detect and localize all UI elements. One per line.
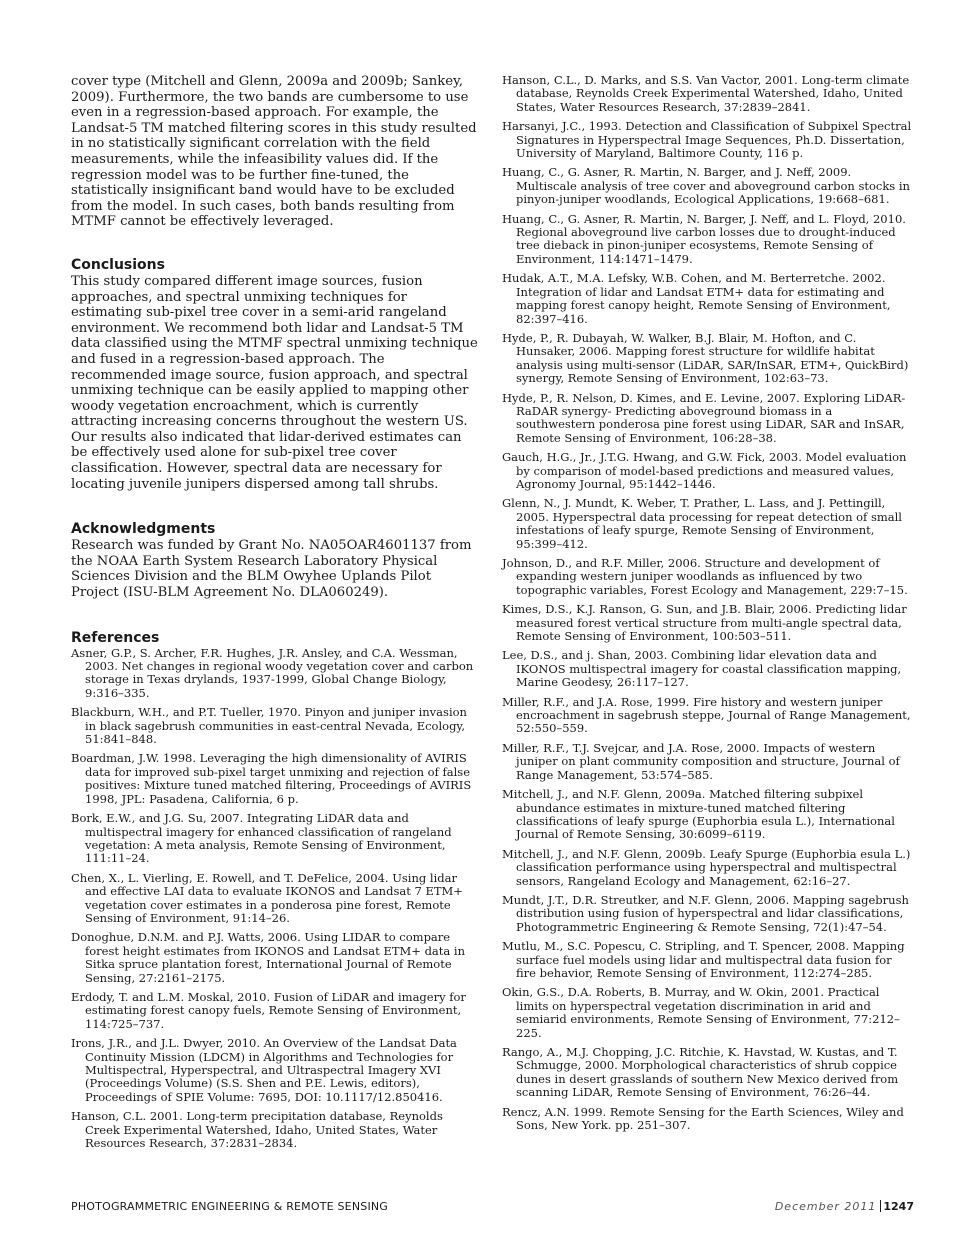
reference-item: Mitchell, J., and N.F. Glenn, 2009a. Matched filtering subpixel abundance estimates in mixture-tuned matched filtering classifications of leafy spurge (Euphorbia esula L.), International Journal of Remote Sensing, 30:6099–6119. [502,787,895,842]
reference-item: Johnson, D., and R.F. Miller, 2006. Structure and development of expanding western juniper woodlands as influenced by two topographic variables, Forest Ecology and Management, 229:7–15. [502,556,908,597]
reference-item: Miller, R.F., T.J. Svejcar, and J.A. Rose, 2000. Impacts of western juniper on plant community composition and structure, Journal of Range Management, 53:574–585. [502,740,900,782]
reference-list-right [502,74,914,1132]
reference-item: Glenn, N., J. Mundt, K. Weber, T. Prather, L. Lass, and J. Pettingill, 2005. Hyperspectral data processing for repeat detection of small infestations of leafy spurge, Remote Sensing of Environment, 95:399–412. [502,496,902,551]
reference-list-left [71,647,481,1151]
intro-paragraph: cover type (Mitchell and Glenn, 2009a and 2009b; Sankey, 2009). Furthermore, the two bands are cumbersome to use even in a regression-based approach. For example, the Landsat-5 TM matched filtering scores in this study resulted in no statistically significant correlation with the field measurements, while the infeasibility values did. If the regression model was to be further fine-tuned, the statistically insignificant band would have to be excluded from the model. In such cases, both bands resulting from MTMF cannot be effectively leveraged. [71,74,477,230]
reference-item: Erdody, T. and L.M. Moskal, 2010. Fusion of LiDAR and imagery for estimating forest canopy fuels, Remote Sensing of Environment, 114:725–737. [71,989,466,1031]
reference-item: Huang, C., G. Asner, R. Martin, N. Barger, and J. Neff, 2009. Multiscale analysis of tree cover and aboveground carbon stocks in pinyon-juniper woodlands, Ecological Applications, 19:668–681. [502,165,910,207]
reference-item: Kimes, D.S., K.J. Ranson, G. Sun, and J.B. Blair, 2006. Predicting lidar measured forest vertical structure from multi-angle spectral data, Remote Sensing of Environment, 100:503–511. [502,602,907,644]
reference-item: Bork, E.W., and J.G. Su, 2007. Integrating LiDAR data and multispectral imagery for enhanced classification of rangeland vegetation: A meta analysis, Remote Sensing of Environment, 111:11–24. [71,811,452,866]
reference-item: Mitchell, J., and N.F. Glenn, 2009b. Leafy Spurge (Euphorbia esula L.) classification performance using hyperspectral and multispectral sensors, Rangeland Ecology and Management, 62:16–27. [502,846,911,888]
left-column [71,74,481,1156]
reference-item: Chen, X., L. Vierling, E. Rowell, and T. DeFelice, 2004. Using lidar and effective LAI data to evaluate IKONOS and Landsat 7 ETM+ vegetation cover estimates in a ponderosa pine forest, Remote Sensing of Environment, 91:14–26. [71,870,463,925]
reference-item: Boardman, J.W. 1998. Leveraging the high dimensionality of AVIRIS data for improved sub-pixel target unmixing and rejection of false positives: Mixture tuned matched filtering, Proceedings of AVIRIS 1998, JPL: Pasadena, California, 6 p. [71,751,472,806]
reference-item: Hanson, C.L., D. Marks, and S.S. Van Vactor, 2001. Long-term climate database, Reynolds Creek Experimental Watershed, Idaho, United States, Water Resources Research, 37:2839–2841. [502,73,910,114]
reference-item: Hyde, P., R. Dubayah, W. Walker, B.J. Blair, M. Hofton, and C. Hunsaker, 2006. Mapping forest structure for wildlife habitat analysis using multi-sensor (LiDAR, SAR/InSAR, ETM+, QuickBird) synergy, Remote Sensing of Environment, 102:63–73. [502,330,909,386]
conclusions-paragraph: This study compared different image sources, fusion approaches, and spectral unmixing techniques for estimating sub-pixel tree cover in a semi-arid rangeland environment. We recommend both lidar and Landsat-5 TM data classified using the MTMF spectral unmixing technique and fused in a regression-based approach. The recommended image source, fusion approach, and spectral unmixing technique can be easily applied to mapping other woody vegetation encroachment, which is currently attracting increasing concerns throughout the western US. Our results also indicated that lidar-derived estimates can be effectively used alone for sub-pixel tree cover classification. However, spectral data are necessary for locating juvenile junipers dispersed among tall shrubs. [71,273,478,492]
right-column [502,74,914,1138]
footer-right [775,1200,914,1213]
reference-item: Asner, G.P., S. Archer, F.R. Hughes, J.R. Ansley, and C.A. Wessman, 2003. Net changes in regional woody vegetation cover and carbon storage in Texas drylands, 1937-1999, Global Change Biology, 9:316–335. [71,645,474,700]
reference-item: Mundt, J.T., D.R. Streutker, and N.F. Glenn, 2006. Mapping sagebrush distribution using fusion of hyperspectral and lidar classifications, Photogrammetric Engineering & Remote Sensing, 72(1):47–54. [502,892,909,934]
page-number: 1247 [883,1200,914,1213]
reference-item: Donoghue, D.N.M. and P.J. Watts, 2006. Using LIDAR to compare forest height estimates from IKONOS and Landsat ETM+ data in Sitka spruce plantation forest, International Journal of Remote Sensing, 27:2161–2175. [71,930,466,985]
conclusions-heading: Conclusions [71,256,165,273]
footer-journal-name: PHOTOGRAMMETRIC ENGINEERING & REMOTE SENSING [71,1200,389,1213]
reference-item: Lee, D.S., and j. Shan, 2003. Combining lidar elevation data and IKONOS multispectral imagery for coastal classification mapping, Marine Geodesy, 26:117–127. [502,648,902,690]
reference-item: Huang, C., G. Asner, R. Martin, N. Barger, J. Neff, and L. Floyd, 2010. Regional aboveground live carbon losses due to drought-induced tree dieback in pinon-juniper ecosystems, Remote Sensing of Environment, 114:1471–1479. [502,211,906,266]
reference-item: Hyde, P., R. Nelson, D. Kimes, and E. Levine, 2007. Exploring LiDAR-RaDAR synergy- Predicting aboveground biomass in a southwestern ponderosa pine forest using LiDAR, SAR and InSAR, Remote Sensing of Environment, 106:28–38. [502,390,906,445]
reference-item: Harsanyi, J.C., 1993. Detection and Classification of Subpixel Spectral Signatures in Hyperspectral Image Sequences, Ph.D. Dissertation, University of Maryland, Baltimore County, 116 p. [502,119,912,161]
reference-item: Hudak, A.T., M.A. Lefsky, W.B. Cohen, and M. Berterretche. 2002. Integration of lidar and Landsat ETM+ data for estimating and mapping forest canopy height, Remote Sensing of Environment, 82:397–416. [502,271,891,326]
reference-item: Miller, R.F., and J.A. Rose, 1999. Fire history and western juniper encroachment in sagebrush steppe, Journal of Range Management, 52:550–559. [502,694,911,736]
reference-item: Blackburn, W.H., and P.T. Tueller, 1970. Pinyon and juniper invasion in black sagebrush communities in east-central Nevada, Ecology, 51:841–848. [71,705,467,747]
references-heading: References [71,629,160,646]
footer-separator [880,1200,881,1212]
acknowledgments-paragraph: Research was funded by Grant No. NA05OAR4601137 from the NOAA Earth System Research Laboratory Physical Sciences Division and the BLM Owyhee Uplands Pilot Project (ISU-BLM Agreement No. DLA060249). [71,538,472,601]
reference-item: Irons, J.R., and J.L. Dwyer, 2010. An Overview of the Landsat Data Continuity Mission (LDCM) in Algorithms and Technologies for Multispectral, Hyperspectral, and Ultraspectral Imagery XVI (Proceedings Volume) (S.S. Shen and P.E. Lewis, editors), Proceedings of SPIE Volume: 7695, DOI: 10.1117/12.850416. [71,1036,457,1104]
reference-item: Okin, G.S., D.A. Roberts, B. Murray, and W. Okin, 2001. Practical limits on hyperspectral vegetation discrimination in arid and semiarid environments, Remote Sensing of Environment, 77:212–225. [502,985,900,1040]
reference-item: Hanson, C.L. 2001. Long-term precipitation database, Reynolds Creek Experimental Watershed, Idaho, United States, Water Resources Research, 37:2831–2834. [71,1109,443,1151]
reference-item: Rango, A., M.J. Chopping, J.C. Ritchie, K. Havstad, W. Kustas, and T. Schmugge, 2000. Morphological characteristics of shrub coppice dunes in desert grasslands of southern New Mexico derived from scanning LiDAR, Remote Sensing of Environment, 76:26–44. [502,1045,899,1100]
acknowledgments-heading: Acknowledgments [71,521,216,538]
reference-item: Gauch, H.G., Jr., J.T.G. Hwang, and G.W. Fick, 2003. Model evaluation by comparison of model-based predictions and measured values, Agronomy Journal, 95:1442–1446. [502,450,907,491]
reference-item: Rencz, A.N. 1999. Remote Sensing for the Earth Sciences, Wiley and Sons, New York. pp. 251–307. [502,1104,904,1133]
footer-date: December 2011 [774,1200,877,1213]
reference-item: Mutlu, M., S.C. Popescu, C. Stripling, and T. Spencer, 2008. Mapping surface fuel models using lidar and multispectral data fusion for fire behavior, Remote Sensing of Environment, 112:274–285. [502,939,905,980]
